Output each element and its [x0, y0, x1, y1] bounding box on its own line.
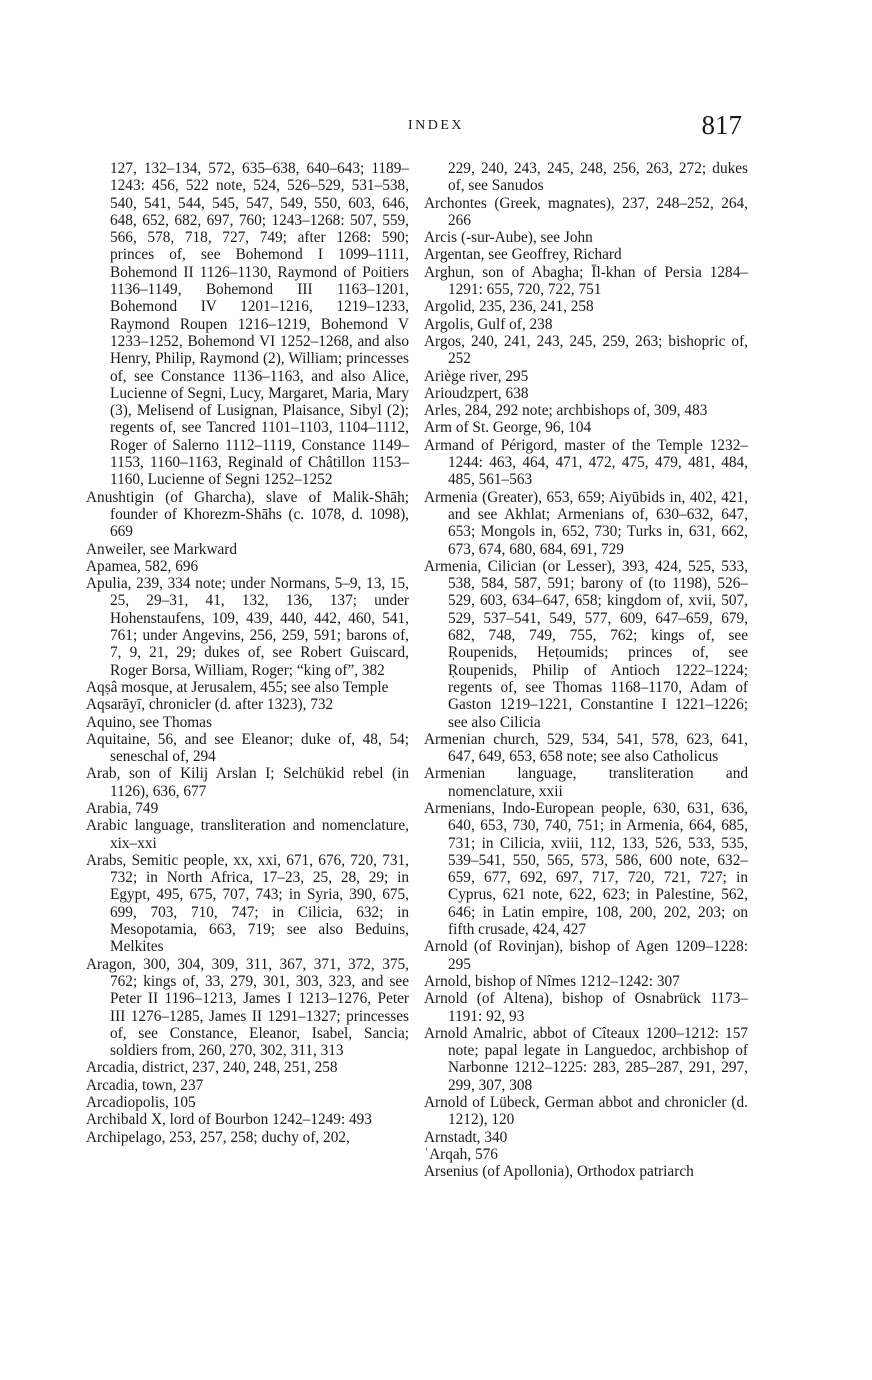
index-entry: Arcadia, district, 237, 240, 248, 251, 258	[86, 1059, 338, 1077]
index-entry-continued: 229, 240, 243, 245, 248, 256, 263, 272; dukes of, see Sanudos	[448, 160, 748, 195]
index-entry: Aqṣâ mosque, at Jerusalem, 455; see also Temple	[86, 678, 389, 696]
index-entry: Aragon, 300, 304, 309, 311, 367, 371, 372, 375, 762; kings of, 33, 279, 301, 303, 323, and see Peter II 1196–1213, James I 1213–1276, Peter III 1276–1285, James II 1291–1327; princesses of, see Constance, Eleanor, Isabel, Sancia; soldiers from, 260, 270, 302, 311, 313	[86, 955, 409, 1060]
index-entry: Arcadia, town, 237	[86, 1076, 204, 1094]
right-index-column	[424, 160, 748, 1181]
index-entry: Arcadiopolis, 105	[86, 1094, 196, 1112]
index-entry: Arioudzpert, 638	[424, 384, 529, 402]
index-entry: Aqsarāyī, chronicler (d. after 1323), 732	[86, 696, 334, 714]
index-entry: Arcis (-sur-Aube), see John	[424, 229, 593, 247]
index-entry: Argolis, Gulf of, 238	[424, 315, 553, 333]
index-entry: Argentan, see Geoffrey, Richard	[424, 246, 622, 264]
index-entry: Ariège river, 295	[424, 367, 529, 385]
index-entry: Argos, 240, 241, 243, 245, 259, 263; bishopric of, 252	[424, 332, 748, 368]
running-header-title: INDEX	[407, 118, 465, 133]
index-entry: Apulia, 239, 334 note; under Normans, 5–9, 13, 15, 25, 29–31, 41, 132, 136, 137; under Hohenstaufens, 109, 439, 440, 442, 460, 541, 761; under Angevins, 256, 259, 591; barons of, 7, 9, 21, 29; dukes of, see Robert Guiscard, Roger Borsa, William, Roger; “king of”, 382	[86, 575, 409, 679]
index-entry: Arsenius (of Apollonia), Orthodox patriarch	[424, 1163, 694, 1181]
index-entry: Armenians, Indo-European people, 630, 631, 636, 640, 653, 730, 740, 751; in Armenia, 664, 685, 731; in Cilicia, xviii, 112, 133, 526, 533, 535, 539–541, 550, 565, 573, 586, 600 note, 632–659, 677, 692, 697, 717, 720, 721, 727; in Cyprus, 621 note, 622, 623; in Palestine, 562, 646; in Latin empire, 108, 200, 202, 203; on fifth crusade, 424, 427	[424, 799, 748, 939]
index-entry: Arabic language, transliteration and nomenclature, xix–xxi	[86, 817, 409, 852]
left-index-column	[86, 160, 409, 1146]
index-entry: Anweiler, see Markward	[86, 540, 238, 558]
index-entry: Arnstadt, 340	[424, 1128, 508, 1146]
index-entry: Arnold (of Altena), bishop of Osnabrück 1173–1191: 92, 93	[424, 990, 748, 1025]
index-entry: Arabia, 749	[86, 799, 159, 817]
index-entry: Arles, 284, 292 note; archbishops of, 309, 483	[424, 402, 708, 420]
page-number: 817	[701, 110, 742, 140]
index-entry: Anushtigin (of Gharcha), slave of Malik-Shāh; founder of Khorezm-Shāhs (c. 1078, d. 1098), 669	[86, 488, 409, 541]
index-entry: Armenian church, 529, 534, 541, 578, 623, 641, 647, 649, 653, 658 note; see also Catholicus	[424, 730, 748, 766]
index-entry: Arnold of Lübeck, German abbot and chronicler (d. 1212), 120	[424, 1094, 748, 1129]
index-entry: Aquino, see Thomas	[86, 713, 212, 731]
index-entry: Arnold Amalric, abbot of Cîteaux 1200–1212: 157 note; papal legate in Languedoc, archbishop of Narbonne 1212–1225: 283, 285–287, 291, 297, 299, 307, 308	[424, 1024, 748, 1094]
index-entry: Arnold (of Rovinjan), bishop of Agen 1209–1228: 295	[424, 938, 748, 973]
index-entry: Armenia, Cilician (or Lesser), 393, 424, 525, 533, 538, 584, 587, 591; barony of (to 1198), 526–529, 603, 634–647, 658; kingdom of, xvii, 507, 529, 537–541, 549, 577, 609, 647–659, 679, 682, 748, 749, 755, 762; kings of, see Ṛoupenids, Heṭoumids; princes of, see Ṛoupenids, Philip of Antioch 1222–1224; regents of, see Thomas 1168–1170, Adam of Gaston 1219–1221, Constantine I 1221–1226; see also Cilicia	[424, 557, 748, 731]
index-entry: Armenian language, transliteration and nomenclature, xxii	[424, 765, 748, 800]
index-entry: Arnold, bishop of Nîmes 1212–1242: 307	[424, 972, 680, 990]
index-entry: ʿArqah, 576	[424, 1145, 498, 1163]
index-entry: Argolid, 235, 236, 241, 258	[424, 298, 594, 316]
index-entry: Aquitaine, 56, and see Eleanor; duke of, 48, 54; seneschal of, 294	[86, 730, 409, 766]
index-entry: Arab, son of Kilij Arslan I; Selchükid rebel (in 1126), 636, 677	[86, 765, 409, 800]
index-entry: Armenia (Greater), 653, 659; Aiyūbids in, 402, 421, and see Akhlat; Armenians of, 630–632, 647, 653; Mongols in, 652, 730; Turks in, 631, 662, 673, 674, 680, 684, 691, 729	[424, 488, 748, 558]
index-entry: Armand of Périgord, master of the Temple 1232–1244: 463, 464, 471, 472, 475, 479, 481, 484, 485, 561–563	[424, 436, 748, 489]
index-entry: Arghun, son of Abagha; Īl-khan of Persia 1284–1291: 655, 720, 722, 751	[424, 263, 748, 299]
index-entry: Arabs, Semitic people, xx, xxi, 671, 676, 720, 731, 732; in North Africa, 17–23, 25, 28, 29; in Egypt, 495, 675, 707, 743; in Syria, 390, 675, 699, 703, 710, 747; in Cilicia, 632; in Mesopotamia, 663, 719; see also Beduins, Melkites	[86, 851, 409, 956]
index-entry: Archontes (Greek, magnates), 237, 248–252, 264, 266	[424, 194, 748, 229]
index-entry-continued: 127, 132–134, 572, 635–638, 640–643; 1189–1243: 456, 522 note, 524, 526–529, 531–538, 540, 541, 544, 545, 547, 549, 550, 603, 646, 648, 652, 682, 697, 760; 1243–1268: 507, 559, 566, 578, 718, 727, 749; after 1268: 590; princes of, see Bohemond I 1099–1111, Bohemond II 1126–1130, Raymond of Poitiers 1136–1149, Bohemond III 1163–1201, Bohemond IV 1201–1216, 1219–1233, Raymond Roupen 1216–1219, Bohemond V 1233–1252, Bohemond VI 1252–1268, and also Henry, Philip, Raymond (2), William; princesses of, see Constance 1136–1163, and also Alice, Lucienne of Segni, Lucy, Margaret, Maria, Mary (3), Melisend of Lusignan, Plaisance, Sibyl (2); regents of, see Tancred 1101–1103, 1104–1112, Roger of Salerno 1112–1119, Constance 1149–1153, 1160–1163, Reginald of Châtillon 1153–1160, Lucienne of Segni 1252–1252	[110, 160, 409, 489]
index-entry: Arm of St. George, 96, 104	[424, 419, 592, 437]
index-entry: Archibald X, lord of Bourbon 1242–1249: 493	[86, 1111, 372, 1129]
index-entry: Archipelago, 253, 257, 258; duchy of, 202,	[86, 1128, 350, 1146]
index-entry: Apamea, 582, 696	[86, 557, 199, 575]
